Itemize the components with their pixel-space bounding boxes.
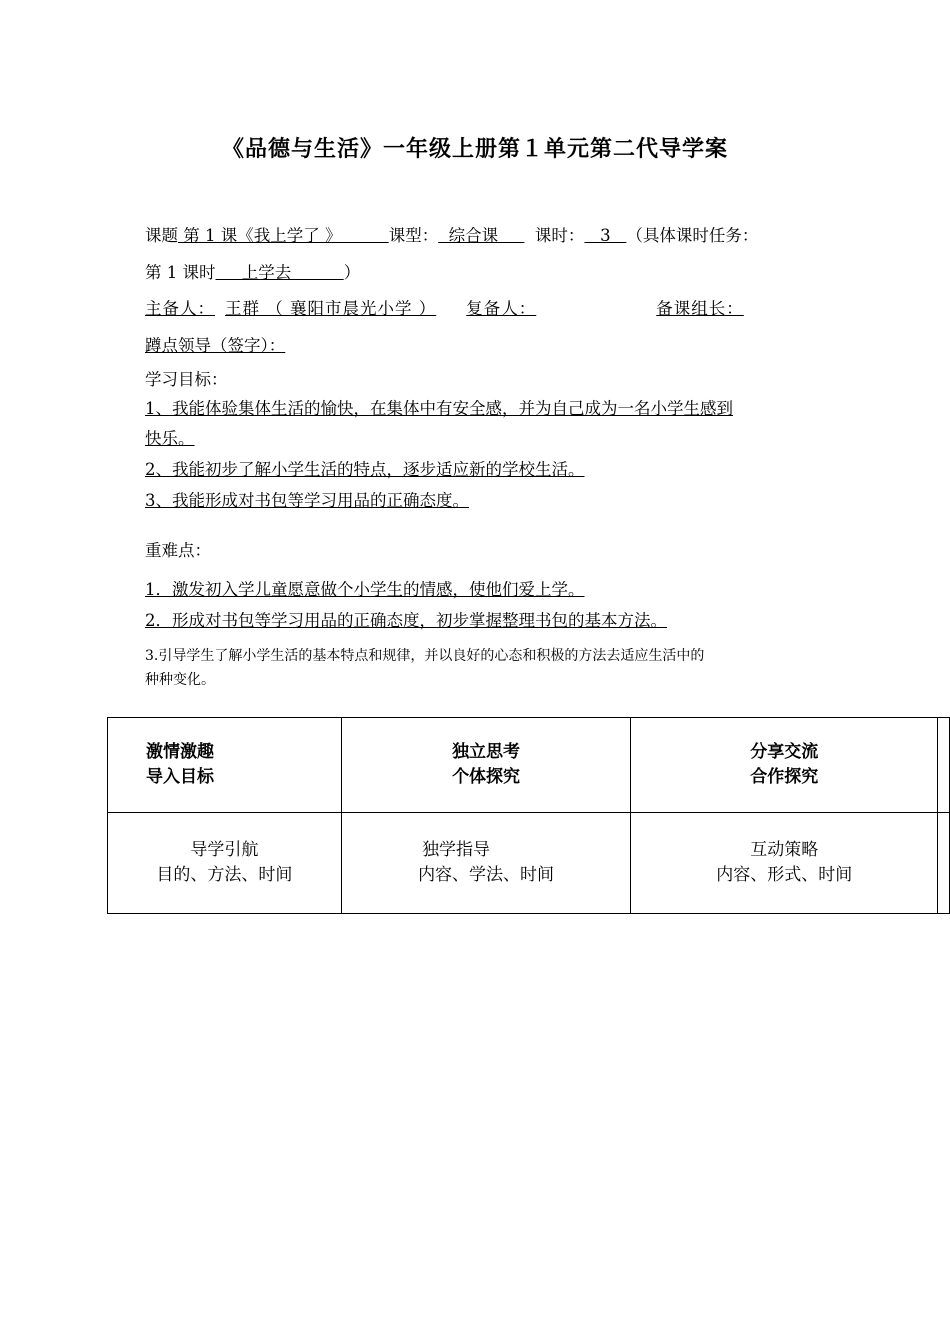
header-cell-intro: 激情激趣 导入目标 [108, 718, 342, 813]
objective-1-line-1: 1、我能体验集体生活的愉快，在集体中有安全感，并为自己成为一名小学生感到 [145, 399, 733, 418]
key-points-heading: 重难点： [145, 541, 211, 560]
topic-label: 课题 [145, 226, 178, 245]
type-label: 课型： [388, 226, 439, 245]
task-label: （具体课时任务： [626, 226, 759, 245]
header-cell-independent: 独立思考 个体探究 [341, 718, 631, 813]
preparer-value: 王群 （ 襄阳市晨光小学 ） [225, 299, 437, 318]
table-row [108, 813, 950, 914]
cell-guidance: 导学引航 目的、方法、时间 [108, 813, 342, 914]
objective-3: 3、我能形成对书包等学习用品的正确态度。 [145, 491, 469, 510]
preparer-line [145, 297, 744, 321]
type-value: 综合课 [438, 226, 525, 245]
preparer-label: 主备人： [145, 299, 215, 318]
lesson-flow-table [107, 717, 950, 914]
lesson-line [145, 261, 360, 285]
header-cell-extra [938, 718, 950, 813]
leader-sign-label: 蹲点领导（签字）： [145, 336, 286, 355]
cell-self-study: 独学指导 内容、学法、时间 [341, 813, 631, 914]
leader-sign-line [145, 334, 345, 358]
lesson-label: 第 1 课时 [145, 263, 216, 282]
key-point-1: 1．激发初入学儿童愿意做个小学生的情感，使他们爱上学。 [145, 580, 585, 599]
co-preparer-label: 复备人： [466, 299, 537, 318]
lesson-value: 上学去 [215, 263, 344, 282]
key-point-3-line-1: 3.引导学生了解小学生活的基本特点和规律，并以良好的心态和积极的方法去适应生活中的 [145, 648, 705, 664]
group-leader-label: 备课组长： [656, 299, 744, 318]
row-cell-extra [938, 813, 950, 914]
topic-line [145, 224, 758, 248]
objective-2: 2、我能初步了解小学生活的特点，逐步适应新的学校生活。 [145, 460, 585, 479]
lesson-close: ） [343, 263, 361, 282]
table-header-row [108, 718, 950, 813]
page-title: 《品德与生活》一年级上册第１单元第二代导学案 [221, 137, 728, 162]
topic-value: 第 1 课《我上学了 》 [178, 226, 389, 245]
cell-interaction: 互动策略 内容、形式、时间 [631, 813, 938, 914]
key-point-3-line-2: 种种变化。 [145, 672, 215, 688]
header-cell-sharing: 分享交流 合作探究 [631, 718, 938, 813]
hours-value: 3 [584, 226, 627, 245]
hours-label: 课时： [524, 226, 585, 245]
objectives-heading: 学习目标： [145, 370, 228, 389]
key-point-2: 2．形成对书包等学习用品的正确态度，初步掌握整理书包的基本方法。 [145, 611, 667, 630]
objective-1-line-2: 快乐。 [145, 429, 195, 448]
